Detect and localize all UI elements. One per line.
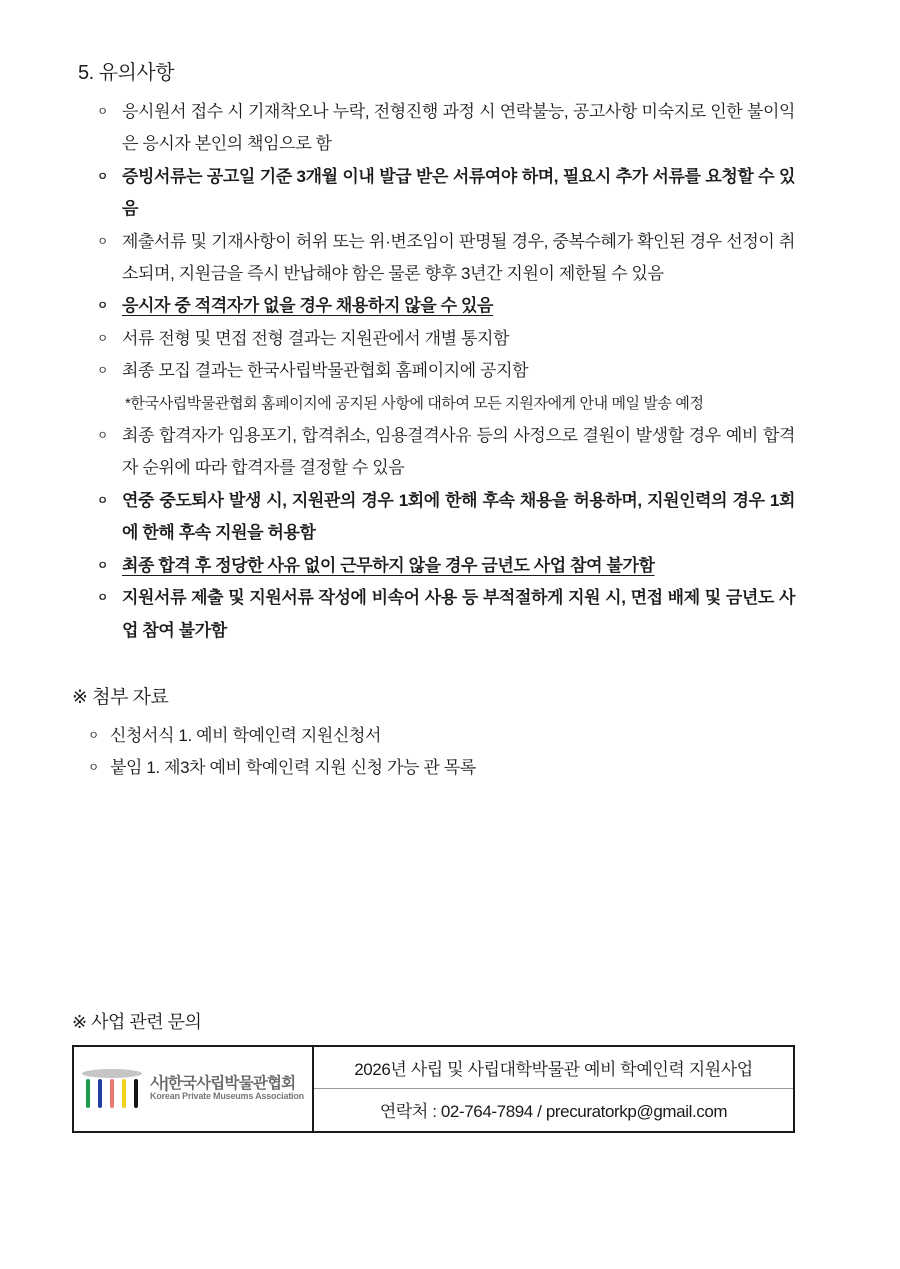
list-item-text: 응시자 중 적격자가 없을 경우 채용하지 않을 수 있음 <box>122 296 494 316</box>
logo-text <box>150 1075 304 1102</box>
contact-table <box>72 1045 795 1133</box>
logo-name-korean: 사|한국사립박물관협회 <box>150 1075 296 1093</box>
bullet-marker: ㅇ <box>97 365 108 378</box>
logo-bar-coral <box>110 1079 114 1108</box>
list-item <box>72 161 795 226</box>
attachments-section <box>72 681 795 785</box>
association-logo-icon <box>82 1069 142 1108</box>
attachment-item-text: 붙임 1. 제3차 예비 학예인력 지원 신청 가능 관 목록 <box>110 758 476 778</box>
list-item <box>72 226 795 291</box>
list-item <box>72 290 795 322</box>
list-item-text: 최종 모집 결과는 한국사립박물관협회 홈페이지에 공지함 <box>122 361 529 381</box>
contact-heading: ※ 사업 관련 문의 <box>72 1011 202 1032</box>
list-item-text: 최종 합격 후 정당한 사유 없이 근무하지 않을 경우 금년도 사업 참여 불가함 <box>122 555 655 575</box>
list-item-text: 연중 중도퇴사 발생 시, 지원관의 경우 1회에 한해 후속 채용을 허용하며, 지원인력의 경우 1회에 한해 후속 지원을 허용함 <box>122 490 795 543</box>
bullet-marker: ㅇ <box>97 106 108 118</box>
list-item-text: 지원서류 제출 및 지원서류 작성에 비속어 사용 등 부적절하게 지원 시, 면접 배제 및 금년도 사업 참여 불가함 <box>122 588 795 640</box>
bullet-marker: ㅇ <box>97 494 108 507</box>
list-item-text: 최종 합격자가 임용포기, 합격취소, 임용결격사유 등의 사정으로 결원이 발생할 경우 예비 합격자 순위에 따라 합격자를 결정할 수 있음 <box>122 426 795 478</box>
list-item-text: 응시원서 접수 시 기재착오나 누락, 전형진행 과정 시 연락불능, 공고사항 미숙지로 인한 불이익은 응시자 본인의 책임으로 함 <box>122 102 795 154</box>
list-item <box>72 420 795 485</box>
logo-cell <box>74 1047 314 1131</box>
bullet-marker: ㅇ <box>97 559 108 572</box>
bullet-marker: ㅇ <box>97 592 108 605</box>
attachment-item-text: 신청서식 1. 예비 학예인력 지원신청서 <box>110 725 381 745</box>
section-title: 5. 유의사항 <box>78 62 175 84</box>
bullet-marker: ㅇ <box>97 332 108 345</box>
bullet-marker: ㅇ <box>97 170 108 183</box>
logo-bar-black <box>134 1079 138 1108</box>
list-item <box>72 550 795 582</box>
contact-info-cell: 연락처 : 02-764-7894 / precuratorkp@gmail.com <box>379 1102 728 1122</box>
attachments-list <box>72 720 795 785</box>
list-item-text: 서류 전형 및 면접 전형 결과는 지원관에서 개별 통지함 <box>122 328 510 348</box>
list-item-text: 제출서류 및 기재사항이 허위 또는 위·변조임이 판명될 경우, 중복수혜가 확인된 경우 선정이 취소되며, 지원금을 즉시 반납해야 함은 물론 향후 3년간 지원이 제한될 수 있음 <box>122 231 795 284</box>
list-item-text: 증빙서류는 공고일 기준 3개월 이내 발급 받은 서류여야 하며, 필요시 추가 서류를 요청할 수 있음 <box>122 166 795 219</box>
bullet-marker: ㅇ <box>88 762 99 775</box>
attachments-title: ※ 첨부 자료 <box>72 686 169 708</box>
document-content <box>72 58 795 1133</box>
contact-table-right-column <box>314 1047 793 1131</box>
logo-bar-yellow <box>122 1079 126 1108</box>
logo-name-english: Korean Private Museums Association <box>150 1091 304 1102</box>
list-item <box>72 323 795 355</box>
bullet-marker: ㅇ <box>97 235 108 248</box>
list-item <box>72 485 795 550</box>
bullet-marker: ㅇ <box>88 729 99 742</box>
list-item <box>72 96 795 161</box>
program-title-cell: 2026년 사립 및 사립대학박물관 예비 학예인력 지원사업 <box>314 1047 793 1090</box>
contact-section <box>72 1011 795 1133</box>
logo-pillars-icon <box>86 1079 138 1108</box>
list-item <box>72 582 795 647</box>
logo-bar-green <box>86 1079 90 1108</box>
notes-list <box>72 96 795 647</box>
bullet-marker: ㅇ <box>97 430 108 443</box>
logo-roof-icon <box>82 1069 142 1078</box>
footnote: *한국사립박물관협회 홈페이지에 공지된 사항에 대하여 모든 지원자에게 안내 메일 발송 예정 <box>125 394 704 412</box>
list-item <box>72 355 795 387</box>
bullet-marker: ㅇ <box>97 300 108 313</box>
attachment-item <box>72 720 795 752</box>
attachment-item <box>72 752 795 784</box>
logo-bar-blue <box>98 1079 102 1108</box>
